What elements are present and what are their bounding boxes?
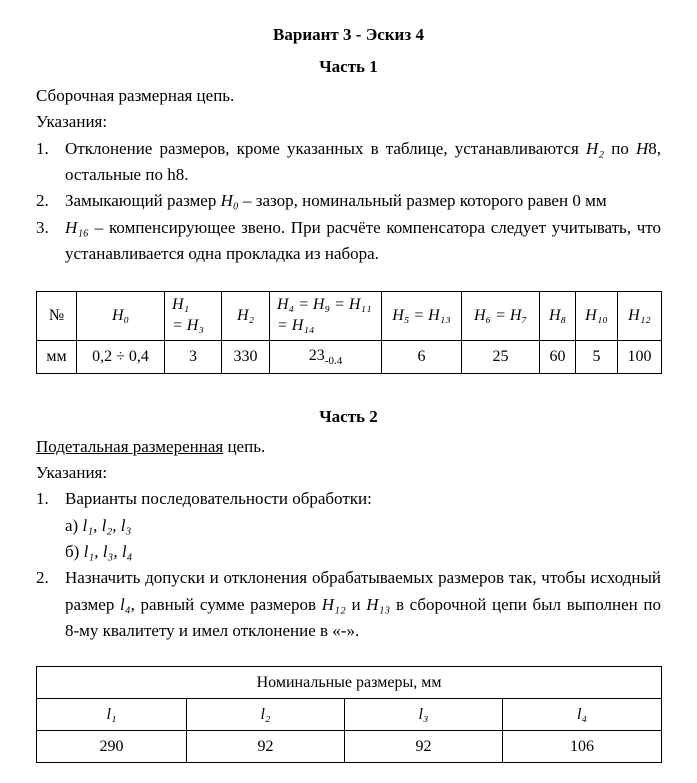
- table-value-row: [37, 731, 662, 763]
- part1-intro: Сборочная размерная цепь.: [36, 86, 235, 105]
- text-segment: Замыкающий размер: [65, 191, 221, 211]
- value-cell-h5-h13: 6: [382, 341, 462, 374]
- list-number: 1.: [36, 489, 49, 509]
- value-cell-h4: $23_{-0.4}$: [270, 341, 382, 374]
- value-cell-h8: 60: [540, 341, 576, 374]
- assembly-dimension-table: [36, 291, 662, 374]
- part2-list-item-1: [36, 486, 661, 565]
- list-item-text: [65, 136, 661, 189]
- header-cell-h5-h13: H₅ = H₁₃: [382, 292, 462, 341]
- text-segment: в сборочной цепи был выполнен по 8-му квалитету и имел отклонение в «-».: [65, 594, 661, 640]
- math-token: H₂: [585, 138, 605, 158]
- list-number: 1.: [36, 138, 49, 158]
- math-token: l₄: [119, 594, 131, 614]
- header-cell-number: №: [37, 292, 77, 341]
- part1-list-item-2: [36, 188, 661, 214]
- nominal-sizes-table: [36, 666, 662, 763]
- text-segment: – зазор, номинальный размер которого равен 0 мм: [238, 191, 607, 211]
- header-cell-l2: l₂: [187, 699, 345, 731]
- value-cell-h2: 330: [222, 341, 270, 374]
- text-segment: , равный сумме размеров: [130, 594, 322, 614]
- tolerance-subscript: -0.4: [324, 355, 343, 368]
- variants-intro: Варианты последовательности обработки:: [65, 489, 372, 509]
- header-cell-l4: l₄: [503, 699, 662, 731]
- text-segment: Отклонение размеров, кроме указанных в таблице, устанавливаются: [65, 138, 586, 158]
- value-cell-h0: 0,2 ÷ 0,4: [77, 341, 165, 374]
- part1-list-item-3: [36, 215, 661, 268]
- value-cell-l1: 290: [37, 731, 187, 763]
- part1-instructions-label: Указания:: [36, 112, 108, 132]
- header-cell-h2: H₂: [222, 292, 270, 341]
- variant-a: а) l₁, l₂, l₃: [65, 515, 132, 535]
- value-cell-h6-h7: 25: [462, 341, 540, 374]
- table-header-row: [37, 699, 662, 731]
- math-token: H₀: [220, 191, 239, 211]
- value-cell-l3: 92: [345, 731, 503, 763]
- list-number: 3.: [36, 217, 49, 237]
- variant-b: б) l₁, l₃, l₄: [65, 541, 133, 561]
- text-segment: цепь.: [223, 436, 266, 456]
- header-cell-h10: H₁₀: [576, 292, 618, 341]
- text-segment: по: [604, 138, 636, 158]
- text-segment: Назначить допуски и отклонения обрабатываемых размеров так, чтобы исходный размер: [65, 568, 661, 614]
- value-cell-l2: 92: [187, 731, 345, 763]
- value-cell-h10: 5: [576, 341, 618, 374]
- list-item-text: [65, 486, 661, 565]
- part1-list-item-1: [36, 136, 661, 189]
- text-segment: 8, остальные по h8.: [65, 138, 661, 185]
- math-token: l₁, l₃, l₄: [83, 541, 133, 561]
- value-cell-h12: 100: [618, 341, 662, 374]
- table-header-row: [37, 292, 662, 341]
- table-title-cell: Номинальные размеры, мм: [37, 667, 662, 699]
- header-cell-h4-h9-h11-h14: H₄ = H₉ = H₁₁ = H₁₄: [270, 292, 382, 341]
- math-token: H₁₆: [65, 217, 90, 237]
- part2-intro: [36, 434, 661, 460]
- header-cell-h6-h7: H₆ = H₇: [462, 292, 540, 341]
- header-cell-h8: H₈: [540, 292, 576, 341]
- header-cell-l3: l₃: [345, 699, 503, 731]
- table-value-row: [37, 341, 662, 374]
- text-segment: – компенсирующее звено. При расчёте компенсатора следует учитывать, что устанавливается одна прокладка из набора.: [65, 217, 661, 264]
- list-item-text: [65, 565, 661, 644]
- part2-heading: Часть 2: [319, 407, 378, 426]
- list-number: 2.: [36, 191, 49, 211]
- value-cell-l4: 106: [503, 731, 662, 763]
- header-cell-l1: l₁: [37, 699, 187, 731]
- list-number: 2.: [36, 568, 49, 588]
- value-cell-unit: мм: [37, 341, 77, 374]
- header-cell-h12: H₁₂: [618, 292, 662, 341]
- math-token: H: [635, 138, 649, 158]
- value-cell-h1-h3: 3: [165, 341, 222, 374]
- underlined-text: Подетальная размеренная: [36, 436, 224, 456]
- table-title-row: [37, 667, 662, 699]
- part1-heading: Часть 1: [319, 56, 378, 76]
- math-token: H₁₂: [321, 594, 346, 614]
- header-cell-h1-h3: H₁ = H₃: [165, 292, 222, 341]
- part2-list-item-2: [36, 565, 661, 644]
- part2-instructions-label: Указания:: [36, 462, 108, 482]
- text-segment: и: [345, 594, 367, 614]
- header-cell-h0: H₀: [77, 292, 165, 341]
- math-token: H₁₃: [366, 594, 391, 614]
- list-item-text: [65, 215, 661, 268]
- list-item-text: [65, 188, 661, 214]
- document-title: Вариант 3 - Эскиз 4: [273, 25, 424, 44]
- math-token: l₁, l₂, l₃: [82, 515, 132, 535]
